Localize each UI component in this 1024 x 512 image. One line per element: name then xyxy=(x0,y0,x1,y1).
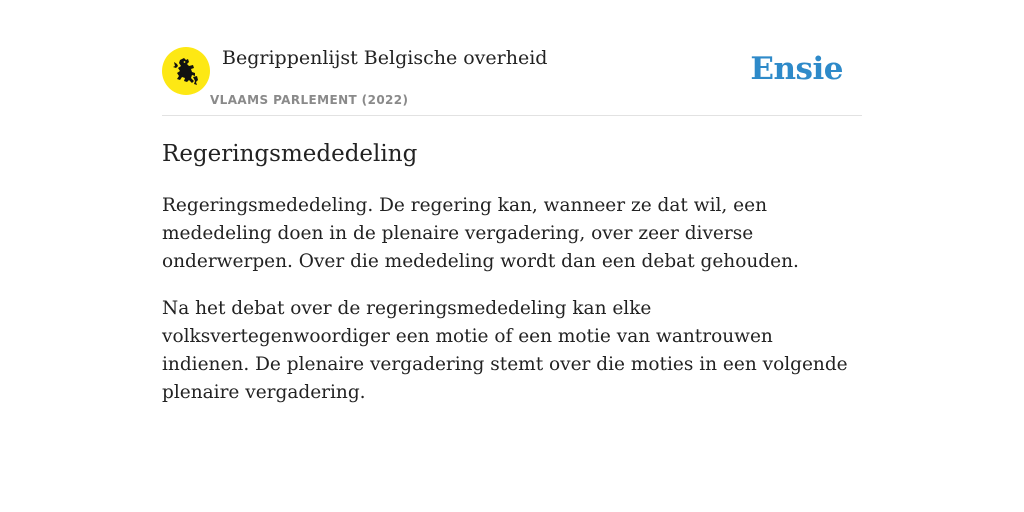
source-title[interactable]: Begrippenlijst Belgische overheid xyxy=(222,47,548,69)
page-content xyxy=(162,0,862,403)
flemish-lion-icon xyxy=(162,47,210,95)
entry-term-heading: Regeringsmededeling xyxy=(162,141,418,167)
brand-logo-link[interactable]: Ensie xyxy=(750,51,843,87)
entry-paragraph: Na het debat over de regeringsmededeling kan elke volksvertegenwoordiger een motie of een motie van wantrouwen indienen. De plenaire vergadering stemt over die moties in een volgende plenaire vergadering. xyxy=(162,298,848,403)
source-header xyxy=(162,0,862,116)
entry-paragraph: Regeringsmededeling. De regering kan, wanneer ze dat wil, een mededeling doen in de plenaire vergadering, over zeer diverse onderwerpen. Over die mededeling wordt dan een debat gehouden. xyxy=(162,195,799,272)
source-meta: VLAAMS PARLEMENT (2022) xyxy=(210,93,409,107)
